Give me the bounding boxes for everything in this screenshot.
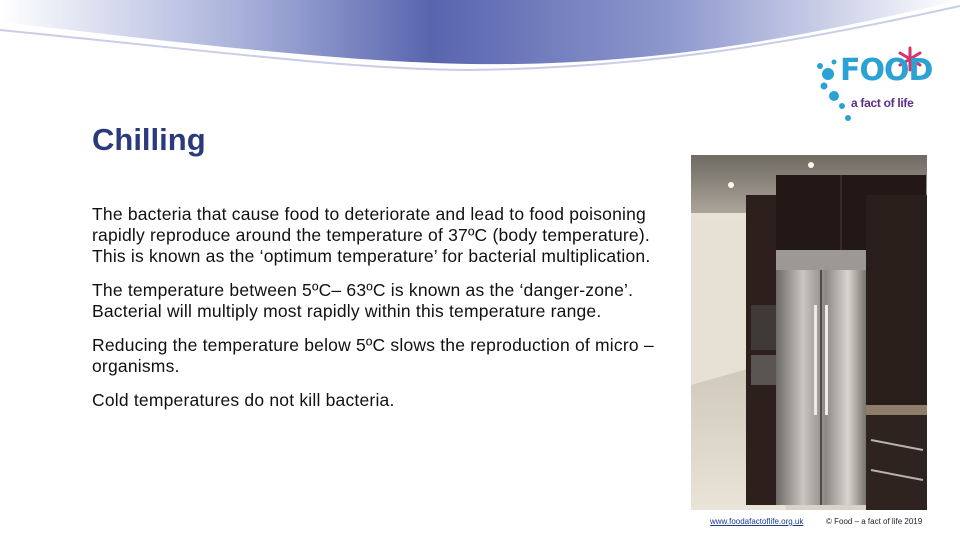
logo-word: FOOD [840,53,933,88]
body-paragraph-1: The bacteria that cause food to deteriorate and lead to food poisoning rapidly reproduce around the temperature of 37ºC (body temperature). This is known as the ‘optimum temperature’ for bacterial multiplication. [92,204,651,266]
body-paragraph-2: The temperature between 5ºC– 63ºC is known as the ‘danger-zone’. Bacterial will multiply most rapidly within this temperature range. [92,280,634,321]
kitchen-fridge-photo [691,155,927,510]
logo-tagline: a fact of life [851,96,914,110]
footer-copyright: © Food – a fact of life 2019 [826,517,923,526]
body-paragraph-4: Cold temperatures do not kill bacteria. [92,390,395,410]
footer-website-link[interactable]: www.foodafactoflife.org.uk [710,517,804,526]
body-paragraph-3: Reducing the temperature below 5ºC slows the reproduction of micro – organisms. [92,335,654,376]
slide-title: Chilling [92,122,206,157]
slide-body [92,204,672,424]
